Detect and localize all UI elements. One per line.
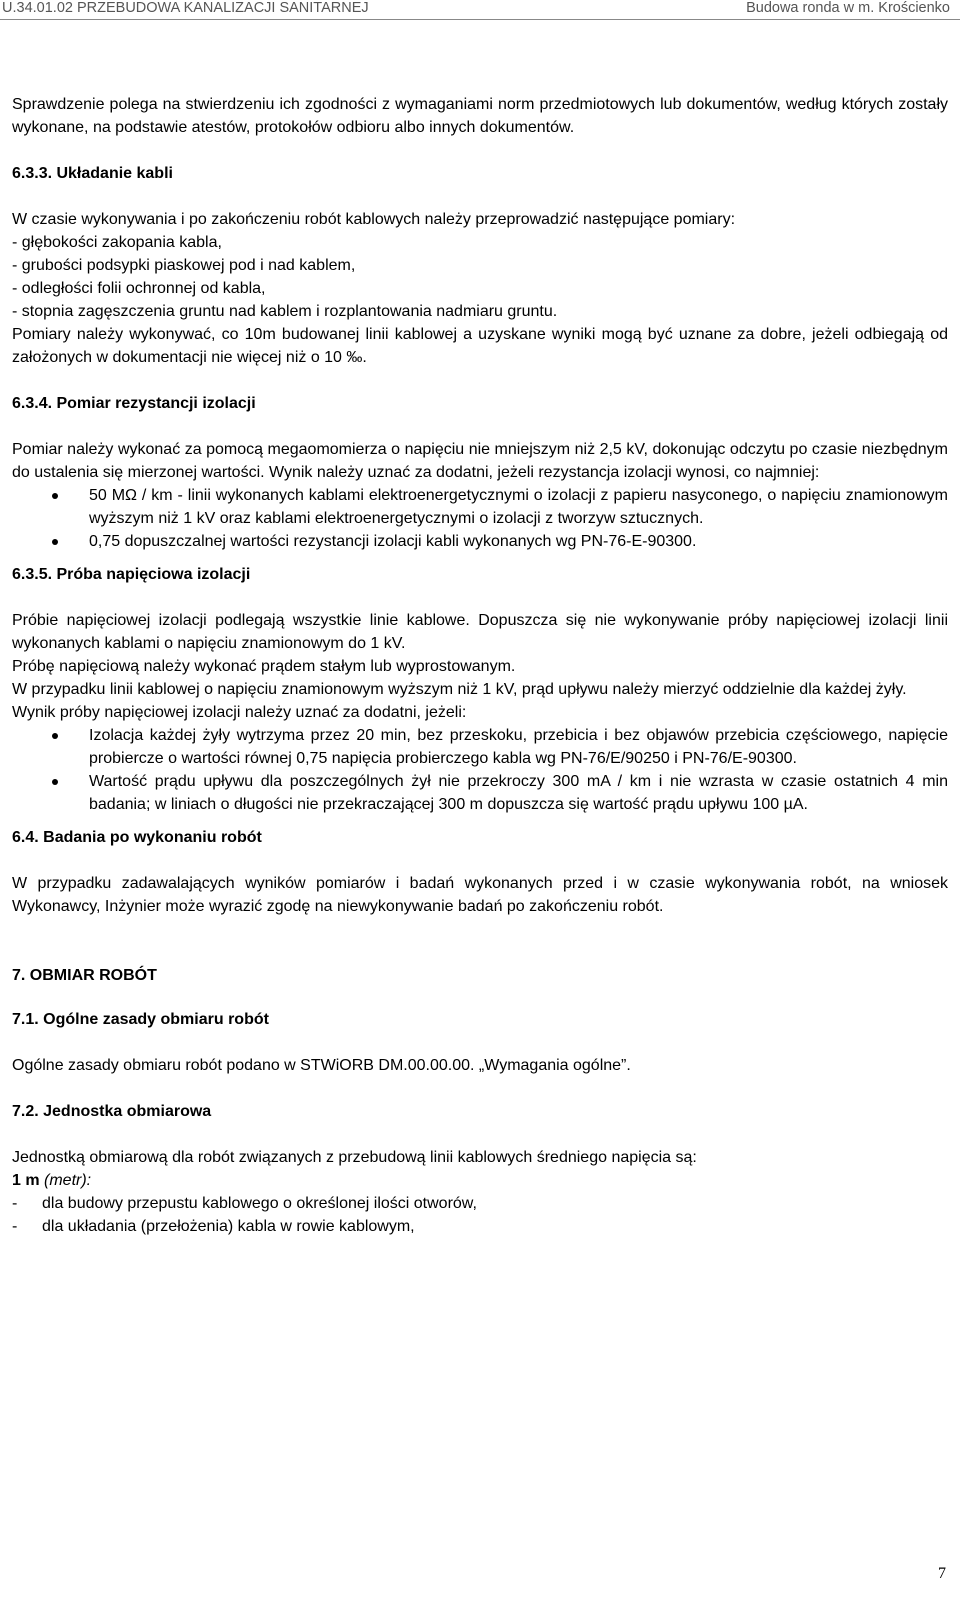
bullet-icon <box>52 779 58 785</box>
measurement-item: - odległości folii ochronnej od kabla, <box>12 280 266 297</box>
intro-paragraph: Sprawdzenie polega na stwierdzeniu ich zgodności z wymaganiami norm przedmiotowych lub dokumentów, według których zostały wykonane, na podstawie atestów, protokołów odbioru albo innych dokumentów. <box>12 96 948 136</box>
section-6-3-5-paragraph: W przypadku linii kablowej o napięciu znamionowym wyższym niż 1 kV, prąd upływu należy mierzyć oddzielnie dla każdej żyły. <box>12 681 907 698</box>
measurement-item: - stopnia zagęszczenia gruntu nad kablem i rozplantowania nadmiaru gruntu. <box>12 303 558 320</box>
list-item: - dla układania (przełożenia) kabla w rowie kablowym, <box>12 1218 415 1235</box>
section-6-3-5-title: 6.3.5. Próba napięciowa izolacji <box>12 566 251 583</box>
section-6-4-title: 6.4. Badania po wykonaniu robót <box>12 829 262 846</box>
document-body <box>12 93 948 1238</box>
unit-definition <box>12 1169 948 1192</box>
measurement-item: - grubości podsypki piaskowej pod i nad kablem, <box>12 257 356 274</box>
section-6-3-5-paragraph: Próbie napięciowej izolacji podlegają wszystkie linie kablowe. Dopuszcza się nie wykonywanie próby napięciowej izolacji linii wykonanych kablami o napięciu znamionowym do 1 kV. <box>12 612 948 652</box>
section-7-2-paragraph: Jednostką obmiarową dla robót związanych z przebudową linii kablowych średniego napięcia są: <box>12 1149 697 1166</box>
section-6-3-5-paragraph: Próbę napięciową należy wykonać prądem stałym lub wyprostowanym. <box>12 658 516 675</box>
section-6-3-4-bullets <box>12 484 948 553</box>
header-divider <box>0 19 960 20</box>
bullet-icon <box>52 733 58 739</box>
list-item: - dla budowy przepustu kablowego o określonej ilości otworów, <box>12 1195 477 1212</box>
chapter-7-title: 7. OBMIAR ROBÓT <box>12 967 157 984</box>
page-number: 7 <box>938 1565 946 1582</box>
section-6-3-3-measurements-intro: W czasie wykonywania i po zakończeniu robót kablowych należy przeprowadzić następujące pomiary: <box>12 211 736 228</box>
header-project-name: Budowa ronda w m. Krościenko <box>746 0 950 16</box>
list-item: Wartość prądu upływu dla poszczególnych żył nie przekroczy 300 mA / km i nie wzrasta w czasie ostatnich 4 min badania; w liniach o długości nie przekraczającej 300 m dopuszcza się wartość prądu upływu 100 µA. <box>12 770 948 816</box>
section-7-1-title: 7.1. Ogólne zasady obmiaru robót <box>12 1011 269 1028</box>
header-document-code: U.34.01.02 PRZEBUDOWA KANALIZACJI SANITARNEJ <box>2 0 369 16</box>
list-item: 0,75 dopuszczalnej wartości rezystancji izolacji kabli wykonanych wg PN-76-E-90300. <box>12 530 948 553</box>
section-6-4-paragraph: W przypadku zadawalających wyników pomiarów i badań wykonanych przed i w czasie wykonywania robót, na wniosek Wykonawcy, Inżynier może wyrazić zgodę na niewykonywanie badań po zakończeniu robót. <box>12 875 948 915</box>
section-6-3-4-title: 6.3.4. Pomiar rezystancji izolacji <box>12 395 256 412</box>
list-item: Izolacja każdej żyły wytrzyma przez 20 min, bez przeskoku, przebicia i bez objawów przebicia częściowego, napięcie probiercze o wartości równej 0,75 napięcia probierczego kabla wg PN-76/E/90250 i PN-76/E-90300. <box>12 724 948 770</box>
section-6-3-4-paragraph: Pomiar należy wykonać za pomocą megaomomierza o napięciu nie mniejszym niż 2,5 kV, dokonując odczytu po czasie niezbędnym do ustalenia się mierzonej wartości. Wynik należy uznać za dodatni, jeżeli rezystancja izolacji wynosi, co najmniej: <box>12 441 948 481</box>
unit-value: 1 m <box>12 1172 40 1189</box>
section-6-3-5-bullets <box>12 724 948 816</box>
bullet-icon <box>52 493 58 499</box>
bullet-icon <box>52 539 58 545</box>
section-6-3-3-paragraph: Pomiary należy wykonywać, co 10m budowanej linii kablowej a uzyskane wyniki mogą być uznane za dobre, jeżeli odbiegają od założonych w dokumentacji nie więcej niż o 10 ‰. <box>12 326 948 366</box>
page-header <box>0 0 960 16</box>
section-6-3-3-title: 6.3.3. Układanie kabli <box>12 165 173 182</box>
section-7-1-paragraph: Ogólne zasady obmiaru robót podano w STWiORB DM.00.00.00. „Wymagania ogólne”. <box>12 1057 631 1074</box>
section-6-3-5-paragraph: Wynik próby napięciowej izolacji należy uznać za dodatni, jeżeli: <box>12 704 467 721</box>
list-item: 50 MΩ / km - linii wykonanych kablami elektroenergetycznymi o izolacji z papieru nasyconego, o napięciu znamionowym wyższym niż 1 kV oraz kablami elektroenergetycznymi o izolacji z tworzyw sztucznych. <box>12 484 948 530</box>
unit-label: (metr): <box>39 1172 92 1189</box>
measurement-item: - głębokości zakopania kabla, <box>12 234 222 251</box>
section-7-2-title: 7.2. Jednostka obmiarowa <box>12 1103 212 1120</box>
